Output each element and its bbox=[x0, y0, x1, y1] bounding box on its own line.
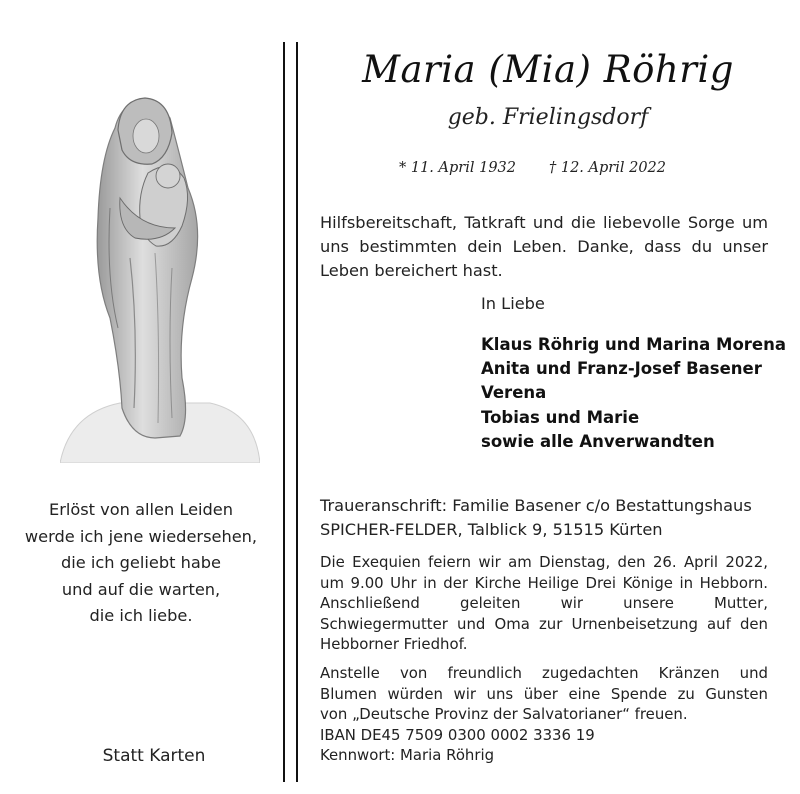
family-member: Anita und Franz-Josef Basener bbox=[481, 359, 762, 379]
madonna-statue-image bbox=[60, 78, 260, 463]
funeral-line: Hebborner Friedhof. bbox=[320, 635, 468, 653]
intro-text bbox=[320, 211, 768, 283]
death-date: † 12. April 2022 bbox=[549, 160, 666, 176]
mourning-address bbox=[320, 494, 768, 542]
funeral-line: Schwiegermutter und Oma zur Urnenbeisetzung auf den bbox=[320, 614, 768, 633]
family-member: Klaus Röhrig und Marina Morena bbox=[481, 335, 787, 354]
family-list bbox=[481, 333, 786, 454]
poem-line: und auf die warten, bbox=[61, 579, 221, 599]
deceased-name: Maria (Mia) Röhrig bbox=[362, 48, 734, 91]
vertical-divider-right bbox=[296, 42, 298, 782]
family-member: sowie alle Anverwandten bbox=[481, 431, 715, 451]
poem-line: die ich liebe. bbox=[89, 606, 193, 625]
family-member: Verena bbox=[481, 383, 547, 403]
in-liebe-label: In Liebe bbox=[481, 294, 545, 313]
poem bbox=[0, 497, 282, 630]
address-line: SPICHER-FELDER, Talblick 9, 51515 Kürten bbox=[320, 520, 663, 539]
family-member: Tobias und Marie bbox=[481, 407, 640, 427]
donation-line: von „Deutsche Provinz der Salvatorianer“ freuen. bbox=[320, 705, 688, 723]
maiden-name: geb. Frielingsdorf bbox=[447, 105, 649, 130]
intro-line: Hilfsbereitschaft, Tatkraft und die liebevolle Sorge um bbox=[320, 213, 768, 232]
vertical-divider-left bbox=[283, 42, 285, 782]
intro-line: Leben bereichert hast. bbox=[320, 261, 503, 280]
address-line: Traueranschrift: Familie Basener c/o Bestattungshaus bbox=[320, 496, 752, 515]
poem-line: werde ich jene wiedersehen, bbox=[24, 526, 258, 546]
statt-karten-label: Statt Karten bbox=[102, 746, 206, 766]
donation-details bbox=[320, 663, 768, 766]
donation-line: Anstelle von freundlich zugedachten Kränzen und bbox=[320, 664, 768, 682]
birth-date: * 11. April 1932 bbox=[399, 160, 516, 176]
password-line: Kennwort: Maria Röhrig bbox=[320, 746, 495, 764]
funeral-details bbox=[320, 552, 768, 655]
funeral-line: Die Exequien feiern wir am Dienstag, den 26. April 2022, bbox=[320, 553, 768, 571]
funeral-line: Anschließend geleiten wir unsere Mutter, bbox=[320, 594, 768, 612]
donation-line: Blumen würden wir uns über eine Spende zu Gunsten bbox=[320, 684, 768, 703]
poem-line: Erlöst von allen Leiden bbox=[48, 500, 234, 519]
intro-line: uns bestimmten dein Leben. Danke, dass du unser bbox=[320, 237, 768, 256]
poem-line: die ich geliebt habe bbox=[60, 553, 222, 572]
iban-line: IBAN DE45 7509 0300 0002 3336 19 bbox=[320, 725, 595, 744]
funeral-line: um 9.00 Uhr in der Kirche Heilige Drei Könige in Hebborn. bbox=[320, 573, 768, 592]
